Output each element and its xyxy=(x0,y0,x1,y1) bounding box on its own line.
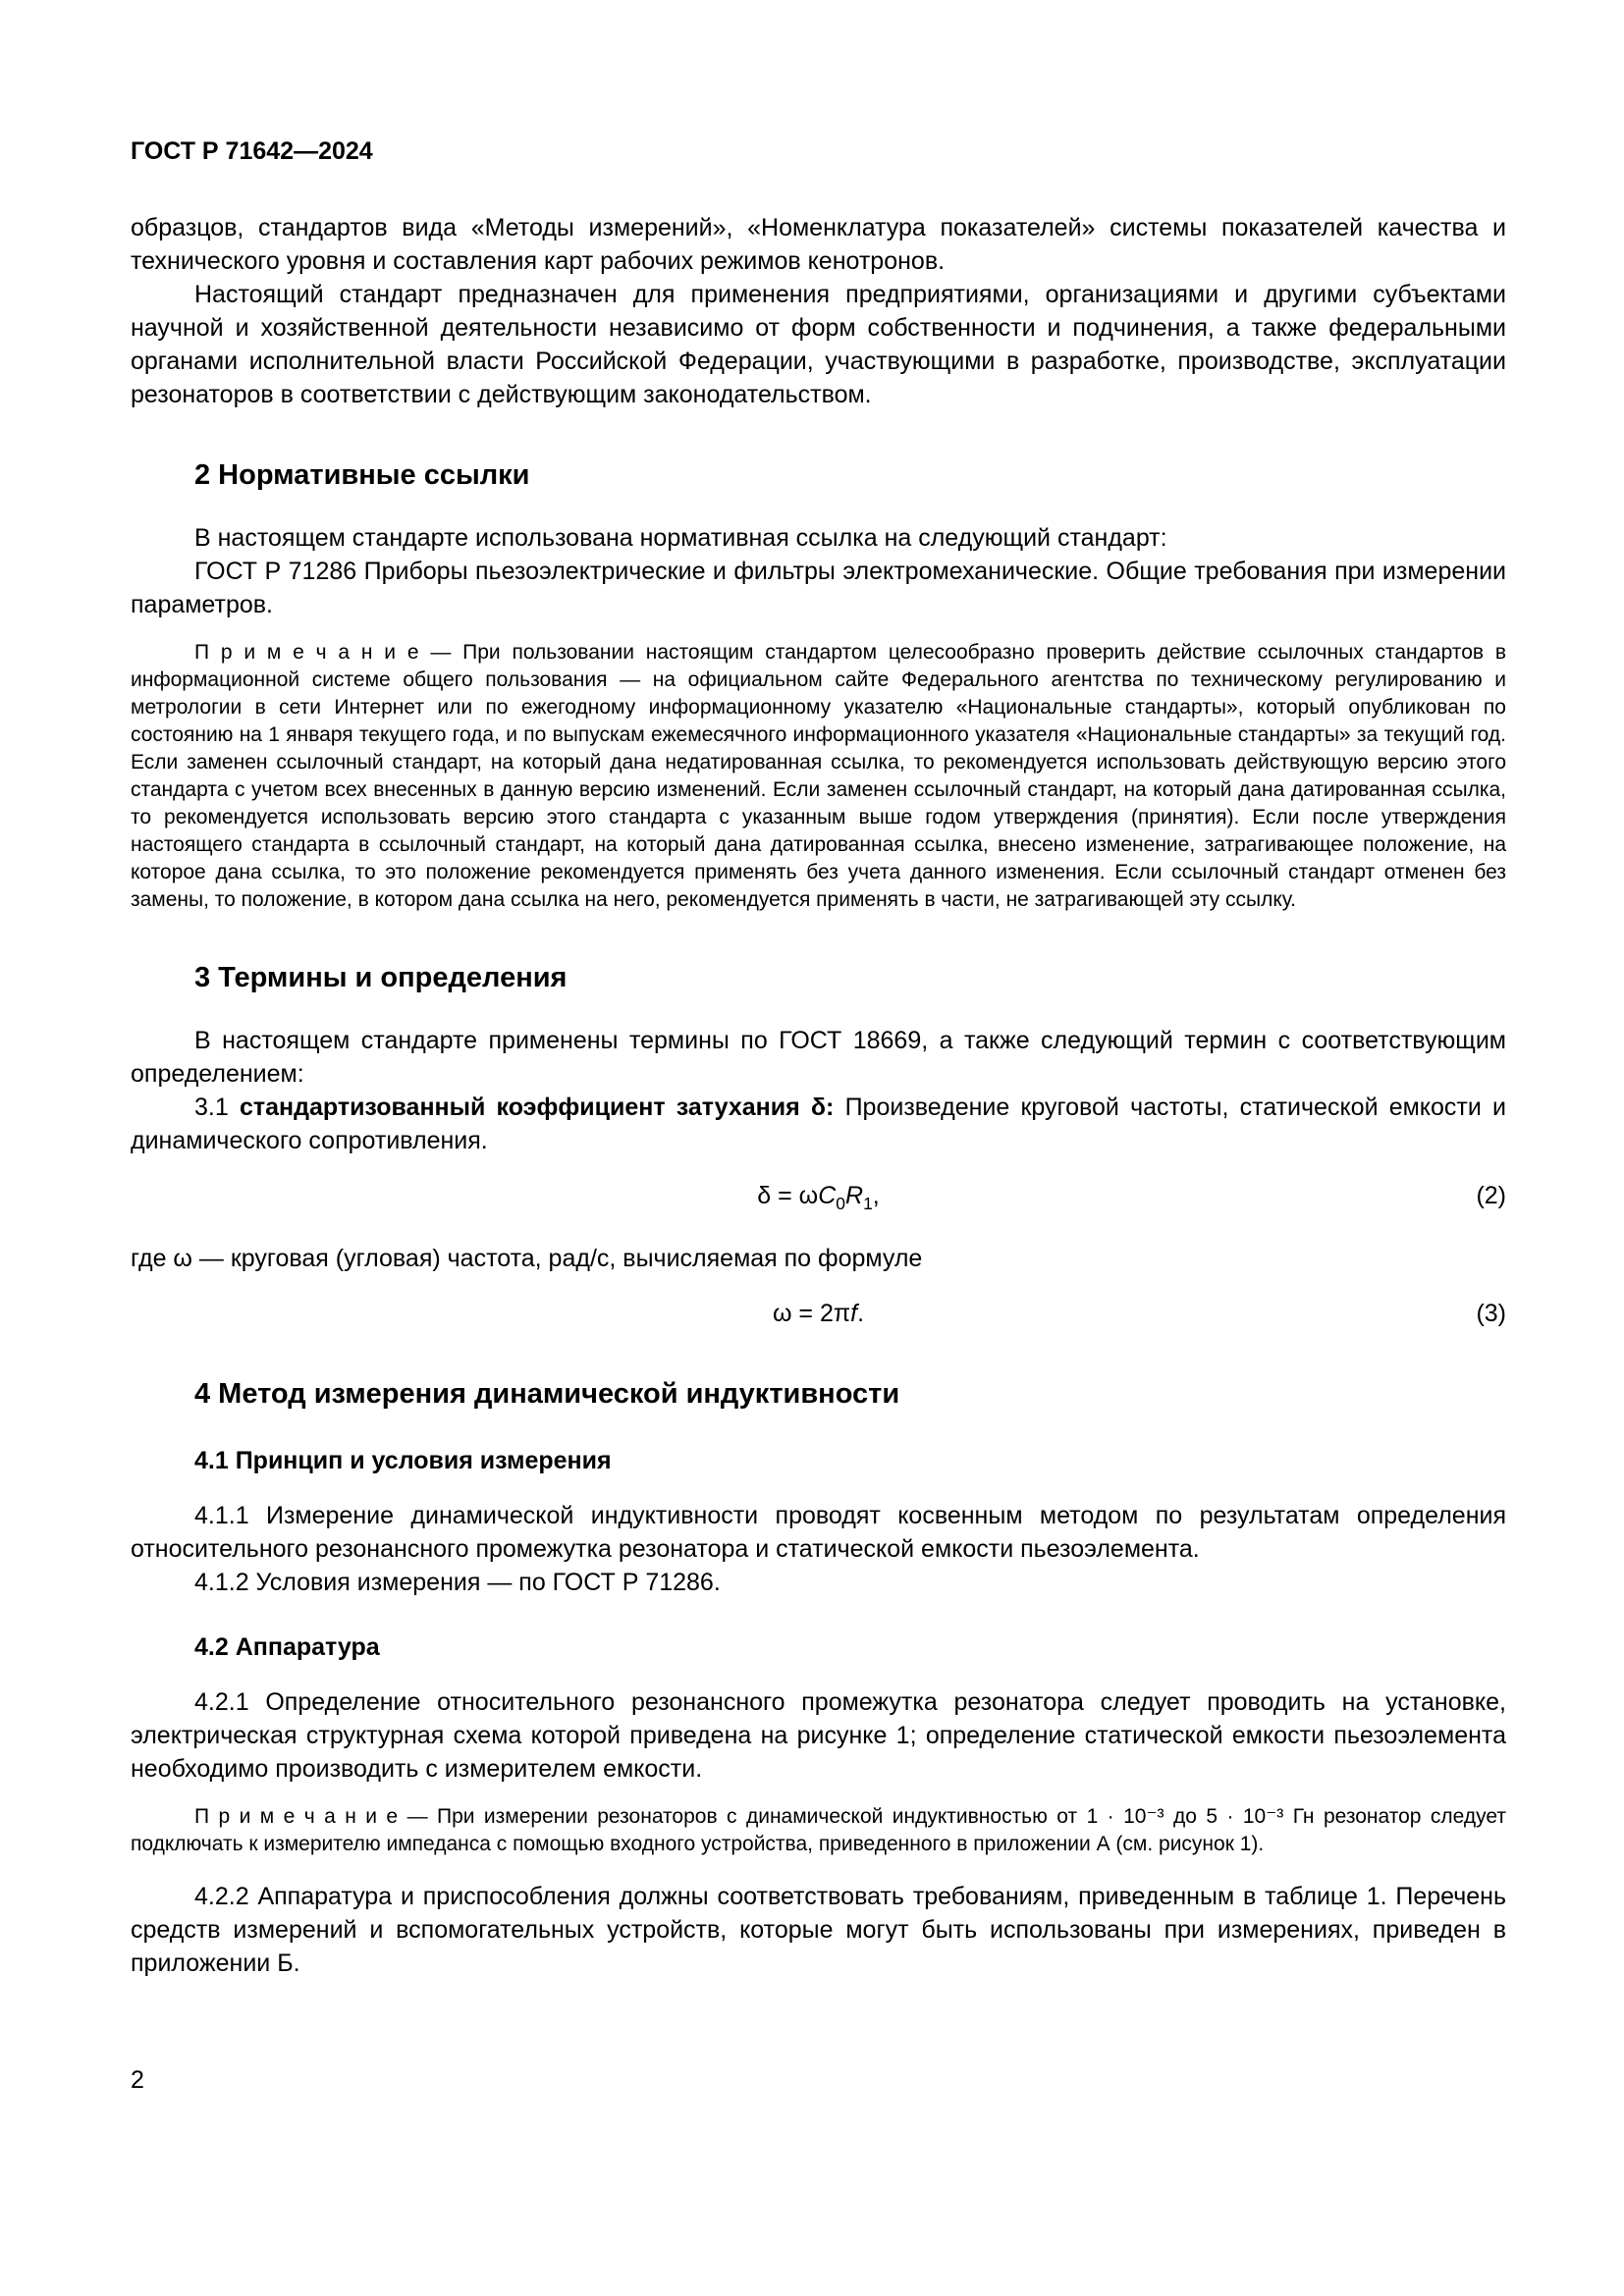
section-2-note xyxy=(131,639,1506,914)
section-3-paragraph: В настоящем стандарте применены термины по ГОСТ 18669, а также следующий термин с соответствующим определением: xyxy=(131,1027,1506,1088)
formula-token: , xyxy=(872,1182,880,1209)
clause-4-2-2: 4.2.2 Аппаратура и приспособления должны соответствовать требованиям, приведенным в таблице 1. Перечень средств измерений и вспомогательных устройств, которые могут быть использованы при измерениях, приведен в приложении Б. xyxy=(131,1883,1506,1977)
where-clause: где ω — круговая (угловая) частота, рад/с, вычисляемая по формуле xyxy=(131,1245,923,1272)
clause-4-1-1: 4.1.1 Измерение динамической индуктивности проводят косвенным методом по результатам определения относительного резонансного промежутка резонатора и статической емкости пьезоэлемента. xyxy=(131,1502,1506,1563)
intro-paragraph-continuation: образцов, стандартов вида «Методы измерений», «Номенклатура показателей» системы показателей качества и технического уровня и составления карт рабочих режимов кенотронов. xyxy=(131,214,1506,275)
note-label: П р и м е ч а н и е xyxy=(194,1805,399,1828)
term-definition xyxy=(131,1091,1506,1157)
section-4-2-title: 4.2 Аппаратура xyxy=(194,1633,380,1661)
formula-3-expression xyxy=(773,1300,864,1327)
section-4-title: 4 Метод измерения динамической индуктивности xyxy=(194,1378,900,1410)
term-name: стандартизованный коэффициент затухания δ: xyxy=(239,1094,835,1121)
note-label: П р и м е ч а н и е xyxy=(194,641,419,664)
formula-token: ω xyxy=(798,1182,819,1209)
clause-4-1-2: 4.1.2 Условия измерения — по ГОСТ Р 71286. xyxy=(194,1569,721,1596)
formula-subscript: 1 xyxy=(863,1194,873,1213)
formula-token: = xyxy=(771,1182,799,1209)
formula-token: δ xyxy=(757,1182,772,1209)
section-4-2-note xyxy=(131,1803,1506,1858)
section-2-paragraph: В настоящем стандарте использована нормативная ссылка на следующий стандарт: xyxy=(194,524,1167,552)
formula-subscript: 0 xyxy=(836,1194,845,1213)
clause-4-2-1: 4.2.1 Определение относительного резонансного промежутка резонатора следует проводить на установке, электрическая структурная схема которой приведена на рисунке 1; определение статической емкости пьезоэлемента необходимо производить с измерителем емкости. xyxy=(131,1688,1506,1783)
section-2-reference: ГОСТ Р 71286 Приборы пьезоэлектрические и фильтры электромеханические. Общие требования при измерении параметров. xyxy=(131,558,1506,618)
intro-paragraph: Настоящий стандарт предназначен для применения предприятиями, организациями и другими субъектами научной и хозяйственной деятельности независимо от форм собственности и подчинения, а также федеральными органами исполнительной власти Российской Федерации, участвующими в разработке, производстве, эксплуатации резонаторов в соответствии с действующим законодательством. xyxy=(131,281,1506,408)
section-4-1-title: 4.1 Принцип и условия измерения xyxy=(194,1447,612,1474)
note-text: — При измерении резонаторов с динамической индуктивностью от 1 · 10⁻³ до 5 · 10⁻³ Гн резонатор следует подключать к измерителю импеданса с помощью входного устройства, приведенного в приложении А (см. рисунок 1). xyxy=(131,1805,1506,1855)
formula-3-number: (3) xyxy=(1476,1300,1506,1327)
formula-2 xyxy=(131,1179,1506,1220)
formula-token: f xyxy=(850,1300,858,1327)
formula-3 xyxy=(131,1297,1506,1330)
formula-token: ω xyxy=(772,1300,792,1327)
formula-token: C xyxy=(818,1182,837,1209)
formula-2-expression xyxy=(757,1182,880,1213)
page-number: 2 xyxy=(131,2066,144,2094)
note-text: — При пользовании настоящим стандартом целесообразно проверить действие ссылочных стандартов в информационной системе общего пользования — на официальном сайте Федерального агентства по техническому регулированию и метрологии в сети Интернет или по ежегодному информационному указателю «Национальные стандарты», который опубликован по состоянию на 1 января текущего года, и по выпускам ежемесячного информационного указателя «Национальные стандарты» за текущий год. Если заменен ссылочный стандарт, на который дана недатированная ссылка, то рекомендуется использовать действующую версию этого стандарта с учетом всех внесенных в данную версию изменений. Если заменен ссылочный стандарт, на который дана датированная ссылка, то рекомендуется использовать версию этого стандарта с указанным выше годом утверждения (принятия). Если после утверждения настоящего стандарта в ссылочный стандарт, на который дана датированная ссылка, внесено изменение, затрагивающее положение, на которое дана ссылка, то это положение рекомендуется применять без учета данного изменения. Если ссылочный стандарт отменен без замены, то положение, в котором дана ссылка на него, рекомендуется применять в части, не затрагивающей эту ссылку. xyxy=(131,641,1506,911)
formula-token: = 2π xyxy=(791,1300,851,1327)
formula-token: R xyxy=(845,1182,864,1209)
term-definition-text: Произведение круговой частоты, статической емкости и динамического сопротивления. xyxy=(131,1094,1506,1154)
term-number: 3.1 xyxy=(194,1094,229,1121)
running-header: ГОСТ Р 71642—2024 xyxy=(131,137,373,165)
section-3-title: 3 Термины и определения xyxy=(194,962,568,993)
formula-token: . xyxy=(857,1300,865,1327)
section-2-title: 2 Нормативные ссылки xyxy=(194,459,530,491)
formula-2-number: (2) xyxy=(1476,1182,1506,1209)
